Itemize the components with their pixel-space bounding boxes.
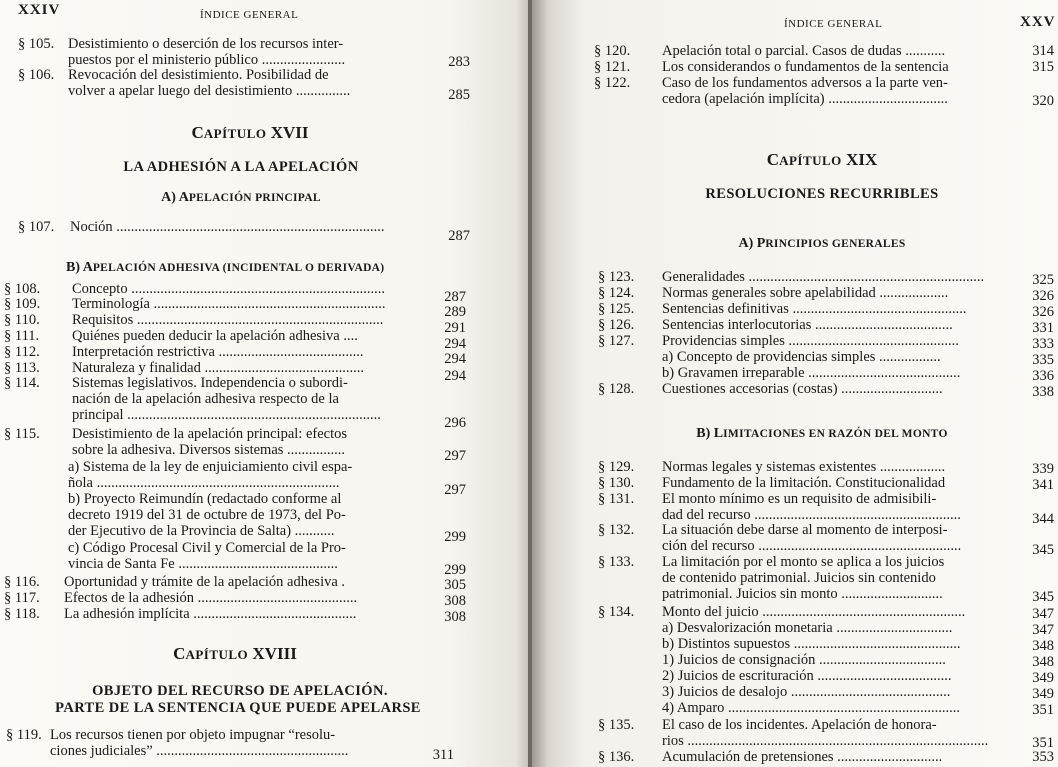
toc-subentry bbox=[68, 459, 466, 498]
toc-page-number: 345 bbox=[1032, 542, 1054, 558]
toc-title-line: 1) Juicios de consignación ................................... bbox=[662, 652, 946, 668]
toc-section-number: § 110. bbox=[4, 312, 40, 328]
toc-entry bbox=[4, 426, 466, 464]
toc-page-number: 338 bbox=[1032, 384, 1054, 400]
toc-title-line: El caso de los incidentes. Apelación de honora- bbox=[662, 717, 937, 733]
toc-title-line: Quiénes pueden deducir la apelación adhesiva .... bbox=[72, 328, 358, 344]
section-heading: A) APELACIÓN PRINCIPAL bbox=[161, 190, 321, 205]
toc-page-number: 325 bbox=[1032, 272, 1054, 288]
toc-entry bbox=[598, 750, 1054, 766]
toc-page-number: 308 bbox=[444, 593, 466, 609]
toc-title-line: Naturaleza y finalidad ............................................ bbox=[72, 360, 364, 376]
toc-title-line: La situación debe darse al momento de interposi- bbox=[662, 522, 948, 538]
toc-page-number: 287 bbox=[444, 289, 466, 305]
toc-entry bbox=[4, 575, 466, 591]
toc-section-number: § 127. bbox=[598, 333, 635, 349]
toc-title-line: 4) Amparo ................................................................ bbox=[662, 700, 961, 716]
toc-page-number: 297 bbox=[444, 482, 466, 498]
toc-page-number: 349 bbox=[1032, 670, 1054, 686]
toc-page-number: 339 bbox=[1032, 461, 1054, 477]
toc-title-line: cedora (apelación implícita) ................................. bbox=[662, 91, 948, 107]
toc-entry bbox=[4, 375, 466, 431]
right-page-number: XXV bbox=[1020, 14, 1056, 30]
toc-page-number: 326 bbox=[1032, 304, 1054, 320]
chapter-title: OBJETO DEL RECURSO DE APELACIÓN. bbox=[92, 683, 388, 699]
toc-subentry bbox=[598, 350, 1054, 366]
toc-page-number: 345 bbox=[1032, 589, 1054, 605]
toc-page-number: 335 bbox=[1032, 352, 1054, 368]
toc-title-line: c) Código Procesal Civil y Comercial de la Pro- bbox=[68, 540, 346, 556]
toc-title-line: ción del recurso ........................................................ bbox=[662, 538, 962, 554]
toc-title-line: Apelación total o parcial. Casos de dudas ........... bbox=[662, 43, 946, 59]
toc-page-number: 351 bbox=[1032, 735, 1054, 751]
toc-title-line: Los considerandos o fundamentos de la sentencia bbox=[662, 59, 949, 75]
toc-page-number: 299 bbox=[444, 529, 466, 545]
toc-entry bbox=[594, 76, 1054, 110]
toc-section-number: § 118. bbox=[4, 606, 40, 622]
toc-entry bbox=[18, 37, 470, 69]
toc-title-line: Normas generales sobre apelabilidad ................... bbox=[662, 285, 949, 301]
right-page bbox=[532, 0, 1058, 767]
toc-page-number: 285 bbox=[448, 87, 470, 103]
toc-entry bbox=[598, 318, 1054, 334]
toc-page-number: 326 bbox=[1032, 288, 1054, 304]
toc-section-number: § 121. bbox=[594, 59, 631, 75]
toc-title-line: Monto del juicio ........................................................ bbox=[662, 604, 966, 620]
toc-title-line: Noción .......................................................................... bbox=[70, 219, 385, 235]
section-heading: A) PRINCIPIOS GENERALES bbox=[738, 236, 906, 251]
toc-section-number: § 109. bbox=[4, 296, 41, 312]
toc-title-line: principal ...................................................................... bbox=[72, 407, 381, 423]
toc-title-line: nación de la apelación adhesiva respecto de la bbox=[72, 391, 339, 407]
toc-page-number: 349 bbox=[1032, 686, 1054, 702]
toc-title-line: Desistimiento de la apelación principal: efectos bbox=[72, 426, 347, 442]
toc-section-number: § 131. bbox=[598, 491, 635, 507]
toc-title-line: Acumulación de pretensiones ............................. bbox=[662, 749, 943, 765]
toc-entry bbox=[598, 286, 1054, 302]
toc-entry bbox=[18, 67, 470, 103]
right-running-head: ÍNDICE GENERAL bbox=[784, 18, 883, 30]
toc-title-line: decreto 1919 del 31 de octubre de 1973, del Po- bbox=[68, 507, 346, 523]
toc-section-number: § 114. bbox=[4, 375, 40, 391]
toc-subentry bbox=[68, 492, 466, 544]
chapter-heading: CAPÍTULO XVII bbox=[191, 123, 309, 142]
toc-entry bbox=[598, 476, 1054, 492]
toc-page-number: 348 bbox=[1032, 654, 1054, 670]
toc-page-number: 353 bbox=[1032, 749, 1054, 765]
toc-entry bbox=[598, 382, 1054, 398]
toc-section-number: § 116. bbox=[4, 574, 40, 590]
toc-page-number: 296 bbox=[444, 415, 466, 431]
toc-entry bbox=[594, 60, 1054, 76]
toc-title-line: Sentencias interlocutorias ...................................... bbox=[662, 317, 953, 333]
toc-page-number: 314 bbox=[1032, 43, 1054, 59]
toc-page-number: 348 bbox=[1032, 638, 1054, 654]
chapter-title: PARTE DE LA SENTENCIA QUE PUEDE APELARSE bbox=[55, 700, 421, 716]
toc-subentry bbox=[598, 701, 1054, 717]
toc-title-line: Interpretación restrictiva ........................................ bbox=[72, 344, 364, 360]
toc-section-number: § 125. bbox=[598, 301, 635, 317]
toc-title-line: a) Desvalorización monetaria ................................ bbox=[662, 620, 953, 636]
toc-entry bbox=[6, 728, 454, 764]
toc-title-line: Revocación del desistimiento. Posibilidad de bbox=[68, 67, 329, 83]
toc-page-number: 287 bbox=[448, 228, 470, 244]
toc-title-line: Normas legales y sistemas existentes .................. bbox=[662, 459, 946, 475]
toc-title-line: Los recursos tienen por objeto impugnar “resolu- bbox=[50, 727, 336, 743]
toc-subentry bbox=[598, 653, 1054, 669]
toc-section-number: § 108. bbox=[4, 281, 41, 297]
left-running-head: ÍNDICE GENERAL bbox=[200, 9, 299, 21]
toc-page-number: 333 bbox=[1032, 336, 1054, 352]
toc-title-line: Requisitos .................................................................... bbox=[72, 312, 384, 328]
toc-section-number: § 113. bbox=[4, 360, 40, 376]
toc-entry bbox=[598, 334, 1054, 350]
toc-title-line: vincia de Santa Fe ............................................ bbox=[68, 556, 338, 572]
chapter-title: LA ADHESIÓN A LA APELACIÓN bbox=[123, 159, 359, 175]
toc-page-number: 331 bbox=[1032, 320, 1054, 336]
toc-subentry bbox=[68, 540, 466, 578]
toc-title-line: El monto mínimo es un requisito de admisibili- bbox=[662, 491, 937, 507]
toc-entry bbox=[4, 607, 466, 623]
toc-title-line: puestos por el ministerio público ....................... bbox=[68, 52, 346, 68]
toc-title-line: dad del recurso ......................................................... bbox=[662, 507, 961, 523]
toc-page-number: 315 bbox=[1032, 59, 1054, 75]
toc-section-number: § 122. bbox=[594, 75, 631, 91]
toc-entry bbox=[18, 220, 470, 244]
toc-title-line: Sistemas legislativos. Independencia o subordi- bbox=[72, 375, 348, 391]
toc-section-number: § 112. bbox=[4, 344, 40, 360]
toc-title-line: de contenido patrimonial. Juicios sin contenido bbox=[662, 570, 936, 586]
toc-title-line: b) Distintos supuestos .............................................. bbox=[662, 636, 961, 652]
toc-section-number: § 120. bbox=[594, 43, 631, 59]
toc-page-number: 283 bbox=[448, 54, 470, 70]
toc-section-number: § 134. bbox=[598, 604, 635, 620]
toc-title-line: Concepto ...................................................................... bbox=[72, 281, 385, 297]
toc-entry bbox=[598, 492, 1054, 526]
toc-section-number: § 124. bbox=[598, 285, 635, 301]
toc-entry bbox=[598, 302, 1054, 318]
toc-title-line: b) Gravamen irreparable .......................................... bbox=[662, 365, 961, 381]
toc-entry bbox=[598, 523, 1054, 557]
toc-section-number: § 106. bbox=[18, 67, 55, 83]
chapter-heading: CAPÍTULO XIX bbox=[766, 150, 878, 169]
toc-title-line: sobre la adhesiva. Diversos sistemas ................ bbox=[72, 442, 346, 458]
toc-section-number: § 119. bbox=[6, 727, 42, 743]
toc-title-line: Caso de los fundamentos adversos a la parte ven- bbox=[662, 75, 948, 91]
toc-title-line: Terminología ................................................................ bbox=[72, 296, 386, 312]
toc-title-line: volver a apelar luego del desistimiento ............... bbox=[68, 83, 351, 99]
toc-subentry bbox=[598, 685, 1054, 701]
toc-title-line: patrimonial. Juicios sin monto ............................ bbox=[662, 586, 943, 602]
toc-title-line: a) Sistema de la ley de enjuiciamiento civil espa- bbox=[68, 459, 353, 475]
toc-entry bbox=[598, 555, 1054, 605]
toc-page-number: 351 bbox=[1032, 702, 1054, 718]
toc-page-number: 344 bbox=[1032, 511, 1054, 527]
toc-section-number: § 130. bbox=[598, 475, 635, 491]
toc-entry bbox=[598, 605, 1054, 621]
toc-title-line: Sentencias definitivas ................................................ bbox=[662, 301, 967, 317]
toc-page-number: 299 bbox=[444, 562, 466, 578]
toc-entry bbox=[594, 44, 1054, 60]
toc-section-number: § 123. bbox=[598, 269, 635, 285]
toc-page-number: 347 bbox=[1032, 622, 1054, 638]
toc-title-line: Fundamento de la limitación. Constitucionalidad bbox=[662, 475, 946, 491]
toc-title-line: Providencias simples ............................................... bbox=[662, 333, 959, 349]
toc-title-line: rios ................................................................................... bbox=[662, 733, 989, 749]
toc-section-number: § 133. bbox=[598, 554, 635, 570]
toc-title-line: La limitación por el monto se aplica a los juicios bbox=[662, 554, 945, 570]
left-page-number: XXIV bbox=[18, 2, 61, 18]
section-heading: B) APELACIÓN ADHESIVA (INCIDENTAL O DERIVADA) bbox=[66, 260, 385, 275]
toc-page-number: 294 bbox=[444, 351, 466, 367]
toc-title-line: ñola ................................................................... bbox=[68, 475, 340, 491]
toc-subentry bbox=[598, 637, 1054, 653]
toc-title-line: Oportunidad y trámite de la apelación adhesiva . bbox=[64, 574, 346, 590]
toc-section-number: § 126. bbox=[598, 317, 635, 333]
toc-section-number: § 132. bbox=[598, 522, 635, 538]
toc-title-line: Desistimiento o deserción de los recursos inter- bbox=[68, 36, 344, 52]
toc-section-number: § 136. bbox=[598, 749, 635, 765]
toc-title-line: Generalidades ................................................................. bbox=[662, 269, 985, 285]
toc-entry bbox=[598, 718, 1054, 752]
toc-page-number: 308 bbox=[444, 609, 466, 625]
toc-section-number: § 128. bbox=[598, 381, 635, 397]
toc-page-number: 311 bbox=[432, 747, 454, 763]
toc-section-number: § 107. bbox=[18, 219, 55, 235]
toc-title-line: b) Proyecto Reimundín (redactado conforme al bbox=[68, 491, 342, 507]
toc-page-number: 294 bbox=[444, 336, 466, 352]
toc-section-number: § 129. bbox=[598, 459, 635, 475]
toc-page-number: 341 bbox=[1032, 477, 1054, 493]
toc-section-number: § 135. bbox=[598, 717, 635, 733]
toc-section-number: § 111. bbox=[4, 328, 40, 344]
section-heading: B) LIMITACIONES EN RAZÓN DEL MONTO bbox=[696, 426, 948, 441]
toc-title-line: ciones judiciales” ..................................................... bbox=[50, 743, 349, 759]
toc-title-line: der Ejecutivo de la Provincia de Salta) ........... bbox=[68, 523, 335, 539]
toc-section-number: § 115. bbox=[4, 426, 40, 442]
toc-entry bbox=[598, 460, 1054, 476]
toc-page-number: 347 bbox=[1032, 606, 1054, 622]
toc-title-line: a) Concepto de providencias simples ................. bbox=[662, 349, 941, 365]
toc-subentry bbox=[598, 366, 1054, 382]
toc-title-line: 2) Juicios de escrituración ..................................... bbox=[662, 668, 952, 684]
toc-title-line: Efectos de la adhesión ............................................ bbox=[64, 590, 358, 606]
toc-page-number: 289 bbox=[444, 304, 466, 320]
toc-title-line: 3) Juicios de desalojo ............................................ bbox=[662, 684, 951, 700]
chapter-heading: CAPÍTULO XVIII bbox=[173, 644, 297, 663]
toc-page-number: 294 bbox=[444, 368, 466, 384]
toc-page-number: 297 bbox=[444, 448, 466, 464]
toc-entry bbox=[598, 270, 1054, 286]
toc-title-line: La adhesión implícita ............................................. bbox=[64, 606, 357, 622]
toc-entry bbox=[4, 591, 466, 607]
toc-subentry bbox=[598, 669, 1054, 685]
toc-section-number: § 105. bbox=[18, 36, 55, 52]
toc-page-number: 320 bbox=[1032, 93, 1054, 109]
toc-page-number: 336 bbox=[1032, 368, 1054, 384]
toc-section-number: § 117. bbox=[4, 590, 40, 606]
toc-page-number: 291 bbox=[444, 320, 466, 336]
toc-subentry bbox=[598, 621, 1054, 637]
toc-entry bbox=[4, 344, 466, 367]
chapter-title: RESOLUCIONES RECURRIBLES bbox=[705, 186, 939, 202]
toc-page-number: 305 bbox=[444, 577, 466, 593]
toc-title-line: Cuestiones accesorias (costas) ............................ bbox=[662, 381, 943, 397]
